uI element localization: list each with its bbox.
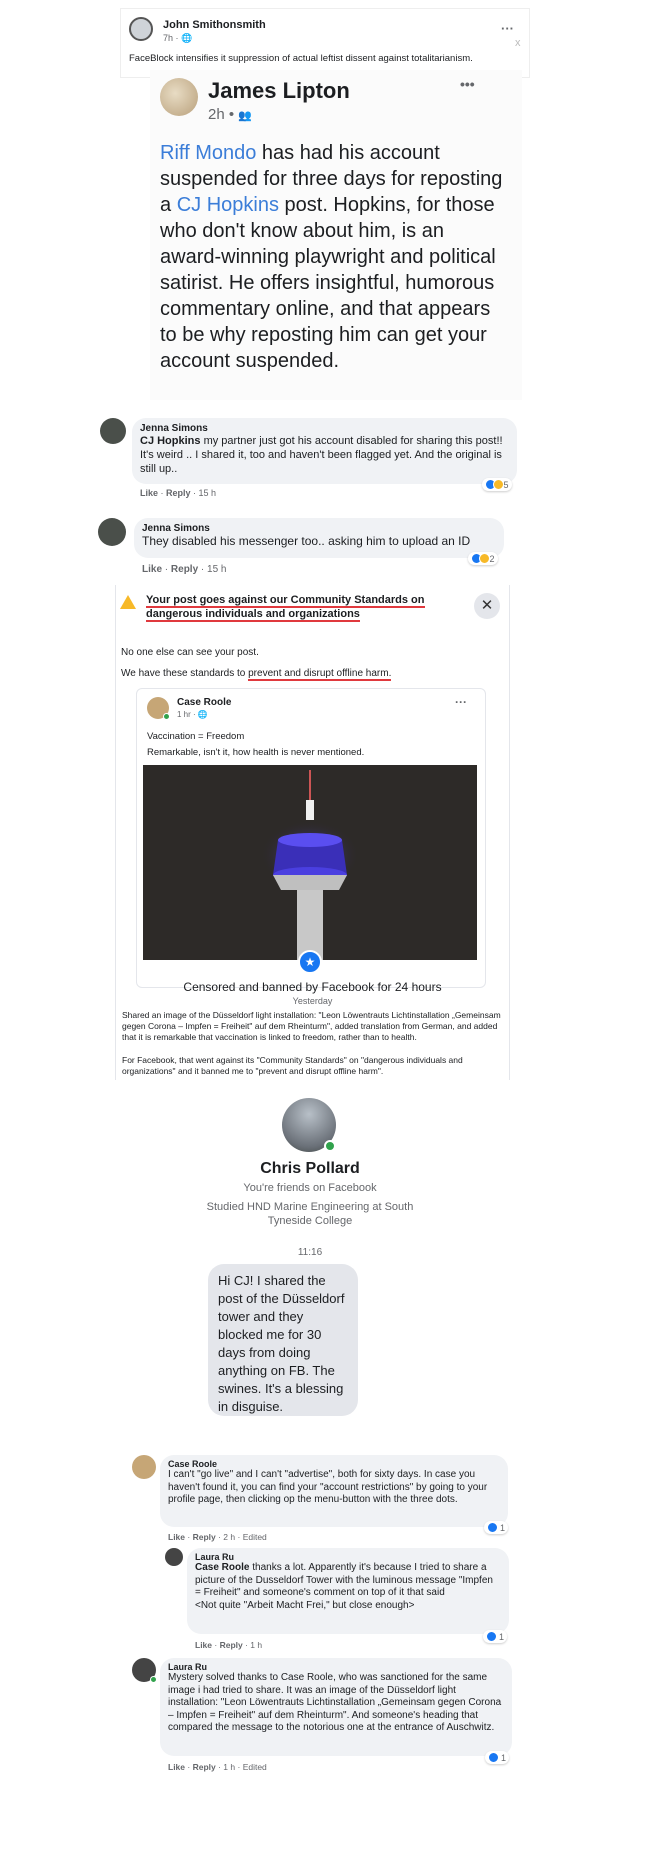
commenter-name[interactable]: Jenna Simons — [140, 423, 208, 434]
reaction-count[interactable]: 1 — [483, 1630, 507, 1643]
mention-riff-mondo[interactable]: Riff Mondo — [160, 142, 257, 164]
wow-reaction-icon — [479, 553, 490, 564]
friends-status: You're friends on Facebook — [243, 1182, 377, 1194]
friends-icon: 👥 — [238, 110, 252, 122]
comment-bubble — [134, 518, 504, 558]
author-name[interactable]: John Smithonsmith — [163, 19, 266, 31]
caption-text-1: Shared an image of the Düsseldorf light installation: "Leon Löwentrauts Lichtinstallation „Gemeinsam gegen Corona – Impfen = Freiheit" auf dem Rheinturm", added translation from German, and added that it is remarkable that vaccination is linked to freedom, rather than to health. — [122, 1010, 501, 1042]
author-avatar[interactable] — [160, 78, 198, 116]
like-button[interactable]: Like — [142, 564, 163, 575]
comment-quote: <Not quite "Arbeit Macht Frei," but close enough> — [195, 1599, 415, 1611]
caption-title: Censored and banned by Facebook for 24 hours — [183, 980, 442, 994]
globe-icon: 🌐 — [181, 33, 193, 43]
privacy-notice: No one else can see your post. — [121, 647, 259, 658]
comment-time[interactable]: 15 h — [207, 564, 227, 575]
commenter-name[interactable]: Case Roole — [168, 1459, 218, 1469]
shared-post-header — [120, 8, 530, 78]
comment-time[interactable]: 15 h — [198, 488, 217, 498]
chat-time: 11:16 — [297, 1247, 323, 1258]
haha-reaction-icon — [493, 479, 504, 490]
shared-post-line1: Vaccination = Freedom — [147, 731, 245, 742]
tower-illustration — [143, 765, 477, 960]
comment-actions: Like · Reply · 1 h · Edited — [168, 1762, 267, 1772]
comment-text: Mystery solved thanks to Case Roole, who was sanctioned for the same image i had tried to share. It was an image of the Düsseldorf light installation: "Leon Löwentrauts Lichtinstallation „Gemeinsam gegen Corona – Impfen = Freiheit" auf dem Rheinturm". And someone's heading that compared the message to the notorious one at the entrance of Auschwitz. — [168, 1672, 502, 1733]
reaction-count[interactable]: 1 — [484, 1521, 508, 1534]
post-time[interactable]: 2h • — [208, 106, 239, 123]
like-button[interactable]: Like — [195, 1640, 213, 1650]
like-button[interactable]: Like — [168, 1762, 186, 1772]
warning-icon — [120, 595, 136, 609]
more-options-icon[interactable]: ··· — [501, 21, 514, 36]
like-reaction-icon — [487, 1522, 498, 1533]
mention-cj-hopkins[interactable]: CJ Hopkins — [140, 435, 201, 447]
notice-title: Your post goes against our Community Standards on dangerous individuals and organizations — [146, 594, 425, 620]
comment-reply — [163, 1548, 513, 1653]
commenter-name[interactable]: Jenna Simons — [142, 523, 210, 534]
comment-bubble — [187, 1548, 509, 1634]
comment-actions: Like · Reply · 2 h · Edited — [168, 1532, 267, 1542]
more-options-icon[interactable]: ··· — [455, 695, 467, 709]
edited-label: Edited — [242, 1532, 267, 1542]
online-status-icon — [163, 713, 170, 720]
mention-cj-hopkins[interactable]: CJ Hopkins — [176, 194, 279, 216]
commenter-avatar[interactable] — [98, 518, 126, 546]
shared-post-line2: Remarkable, isn't it, how health is never mentioned. — [147, 747, 365, 758]
author-name[interactable]: James Lipton — [208, 78, 350, 103]
post-body — [160, 140, 510, 374]
post-meta — [163, 33, 192, 44]
comment-time[interactable]: 1 h — [223, 1762, 236, 1772]
reaction-count[interactable]: 1 — [485, 1751, 509, 1764]
comment-bubble — [160, 1455, 508, 1527]
like-reaction-icon — [488, 1752, 499, 1763]
commenter-name[interactable]: Laura Ru — [168, 1662, 208, 1672]
edited-label: Edited — [242, 1762, 267, 1772]
caption-text-2: For Facebook, that went against its "Community Standards" on "dangerous individuals and organizations" and it banned me to "prevent and disrupt offline harm". — [122, 1055, 463, 1076]
embedded-post — [150, 70, 522, 400]
comment — [130, 1455, 510, 1545]
comment-bubble — [160, 1658, 512, 1756]
commenter-avatar[interactable] — [132, 1455, 156, 1479]
post-text: FaceBlock intensifies it suppression of actual leftist dissent against totalitarianism. — [129, 53, 473, 64]
comment-text: They disabled his messenger too.. asking him to upload an ID — [142, 534, 471, 548]
chat-message-text: Hi CJ! I shared the post of the Düsseldorf tower and they blocked me for 30 days from doing anything on FB. The swines. It's a blessing in disguise. — [218, 1273, 345, 1414]
education-info: Studied HND Marine Engineering at South Tyneside College — [206, 1201, 414, 1227]
reply-button[interactable]: Reply — [170, 564, 199, 575]
chat-message[interactable] — [208, 1264, 358, 1416]
standards-line: We have these standards to prevent and disrupt offline harm. — [121, 668, 392, 679]
comment-bubble — [132, 418, 517, 484]
reaction-count[interactable]: 2 — [468, 552, 498, 565]
post-time[interactable]: 7h · — [163, 33, 182, 43]
commenter-avatar[interactable] — [100, 418, 126, 444]
reply-button[interactable]: Reply — [192, 1532, 216, 1542]
like-button[interactable]: Like — [140, 488, 159, 498]
post-text-part1: has had his account suspended for three days for reposting a — [160, 142, 503, 216]
comment-time[interactable]: 2 h — [223, 1532, 236, 1542]
author-avatar[interactable] — [129, 17, 153, 41]
reply-button[interactable]: Reply — [166, 488, 191, 498]
star-badge-icon: ★ — [298, 950, 322, 974]
standards-link[interactable]: prevent and disrupt offline harm. — [248, 668, 392, 679]
globe-icon: 🌐 — [197, 710, 208, 719]
comment-text: I can't "go live" and I can't "advertise", both for sixty days. In case you haven't found it, you can find your "account restrictions" by going to your profile page, then clicking op the menu-button with the three dots. — [168, 1469, 488, 1505]
more-options-icon[interactable]: ••• — [460, 76, 475, 92]
reply-button[interactable]: Reply — [219, 1640, 243, 1650]
profile-name[interactable]: Chris Pollard — [260, 1160, 360, 1177]
comment-text: Case Roole thanks a lot. Apparently it's because I tried to share a picture of the Dusseldorf Tower with the luminous message "Impfen = Freiheit" and someone's comment on top of it that said — [195, 1562, 493, 1598]
reply-button[interactable]: Reply — [192, 1762, 216, 1772]
comment — [98, 418, 518, 503]
close-button[interactable]: ✕ — [474, 593, 500, 619]
like-reaction-icon — [486, 1631, 497, 1642]
post-text-part2: post. Hopkins, for those who don't know about him, is an award-winning playwright and political satirist. He offers insightful, humorous commentary online, and that appears to be why reposting him can get your account suspended. — [160, 194, 496, 372]
commenter-name[interactable]: Laura Ru — [195, 1552, 235, 1562]
comment-actions: Like · Reply · 15 h — [142, 564, 227, 575]
comment — [130, 1658, 514, 1773]
comment-actions: Like · Reply · 15 h — [140, 488, 217, 498]
comment-actions: Like · Reply · 1 h — [195, 1640, 263, 1650]
online-status-icon — [150, 1676, 157, 1683]
dusseldorf-tower-image[interactable] — [143, 765, 477, 960]
comment-time[interactable]: 1 h — [250, 1640, 263, 1650]
comment — [98, 518, 518, 578]
close-icon[interactable]: x — [515, 37, 521, 49]
comment-text: CJ Hopkins my partner just got his account disabled for sharing this post!! It's weird .. I shared it, too and haven't been flagged yet. And the original is still up.. — [140, 435, 503, 475]
mention-case-roole[interactable]: Case Roole — [195, 1562, 250, 1573]
commenter-avatar[interactable] — [165, 1548, 183, 1566]
reaction-count[interactable]: 5 — [482, 478, 512, 491]
like-button[interactable]: Like — [168, 1532, 186, 1542]
online-status-icon — [324, 1140, 336, 1152]
post-meta — [208, 106, 252, 123]
caption-date: Yesterday — [292, 996, 333, 1006]
post-meta: 1 hr · 🌐 — [177, 710, 208, 719]
author-name[interactable]: Case Roole — [177, 697, 232, 708]
